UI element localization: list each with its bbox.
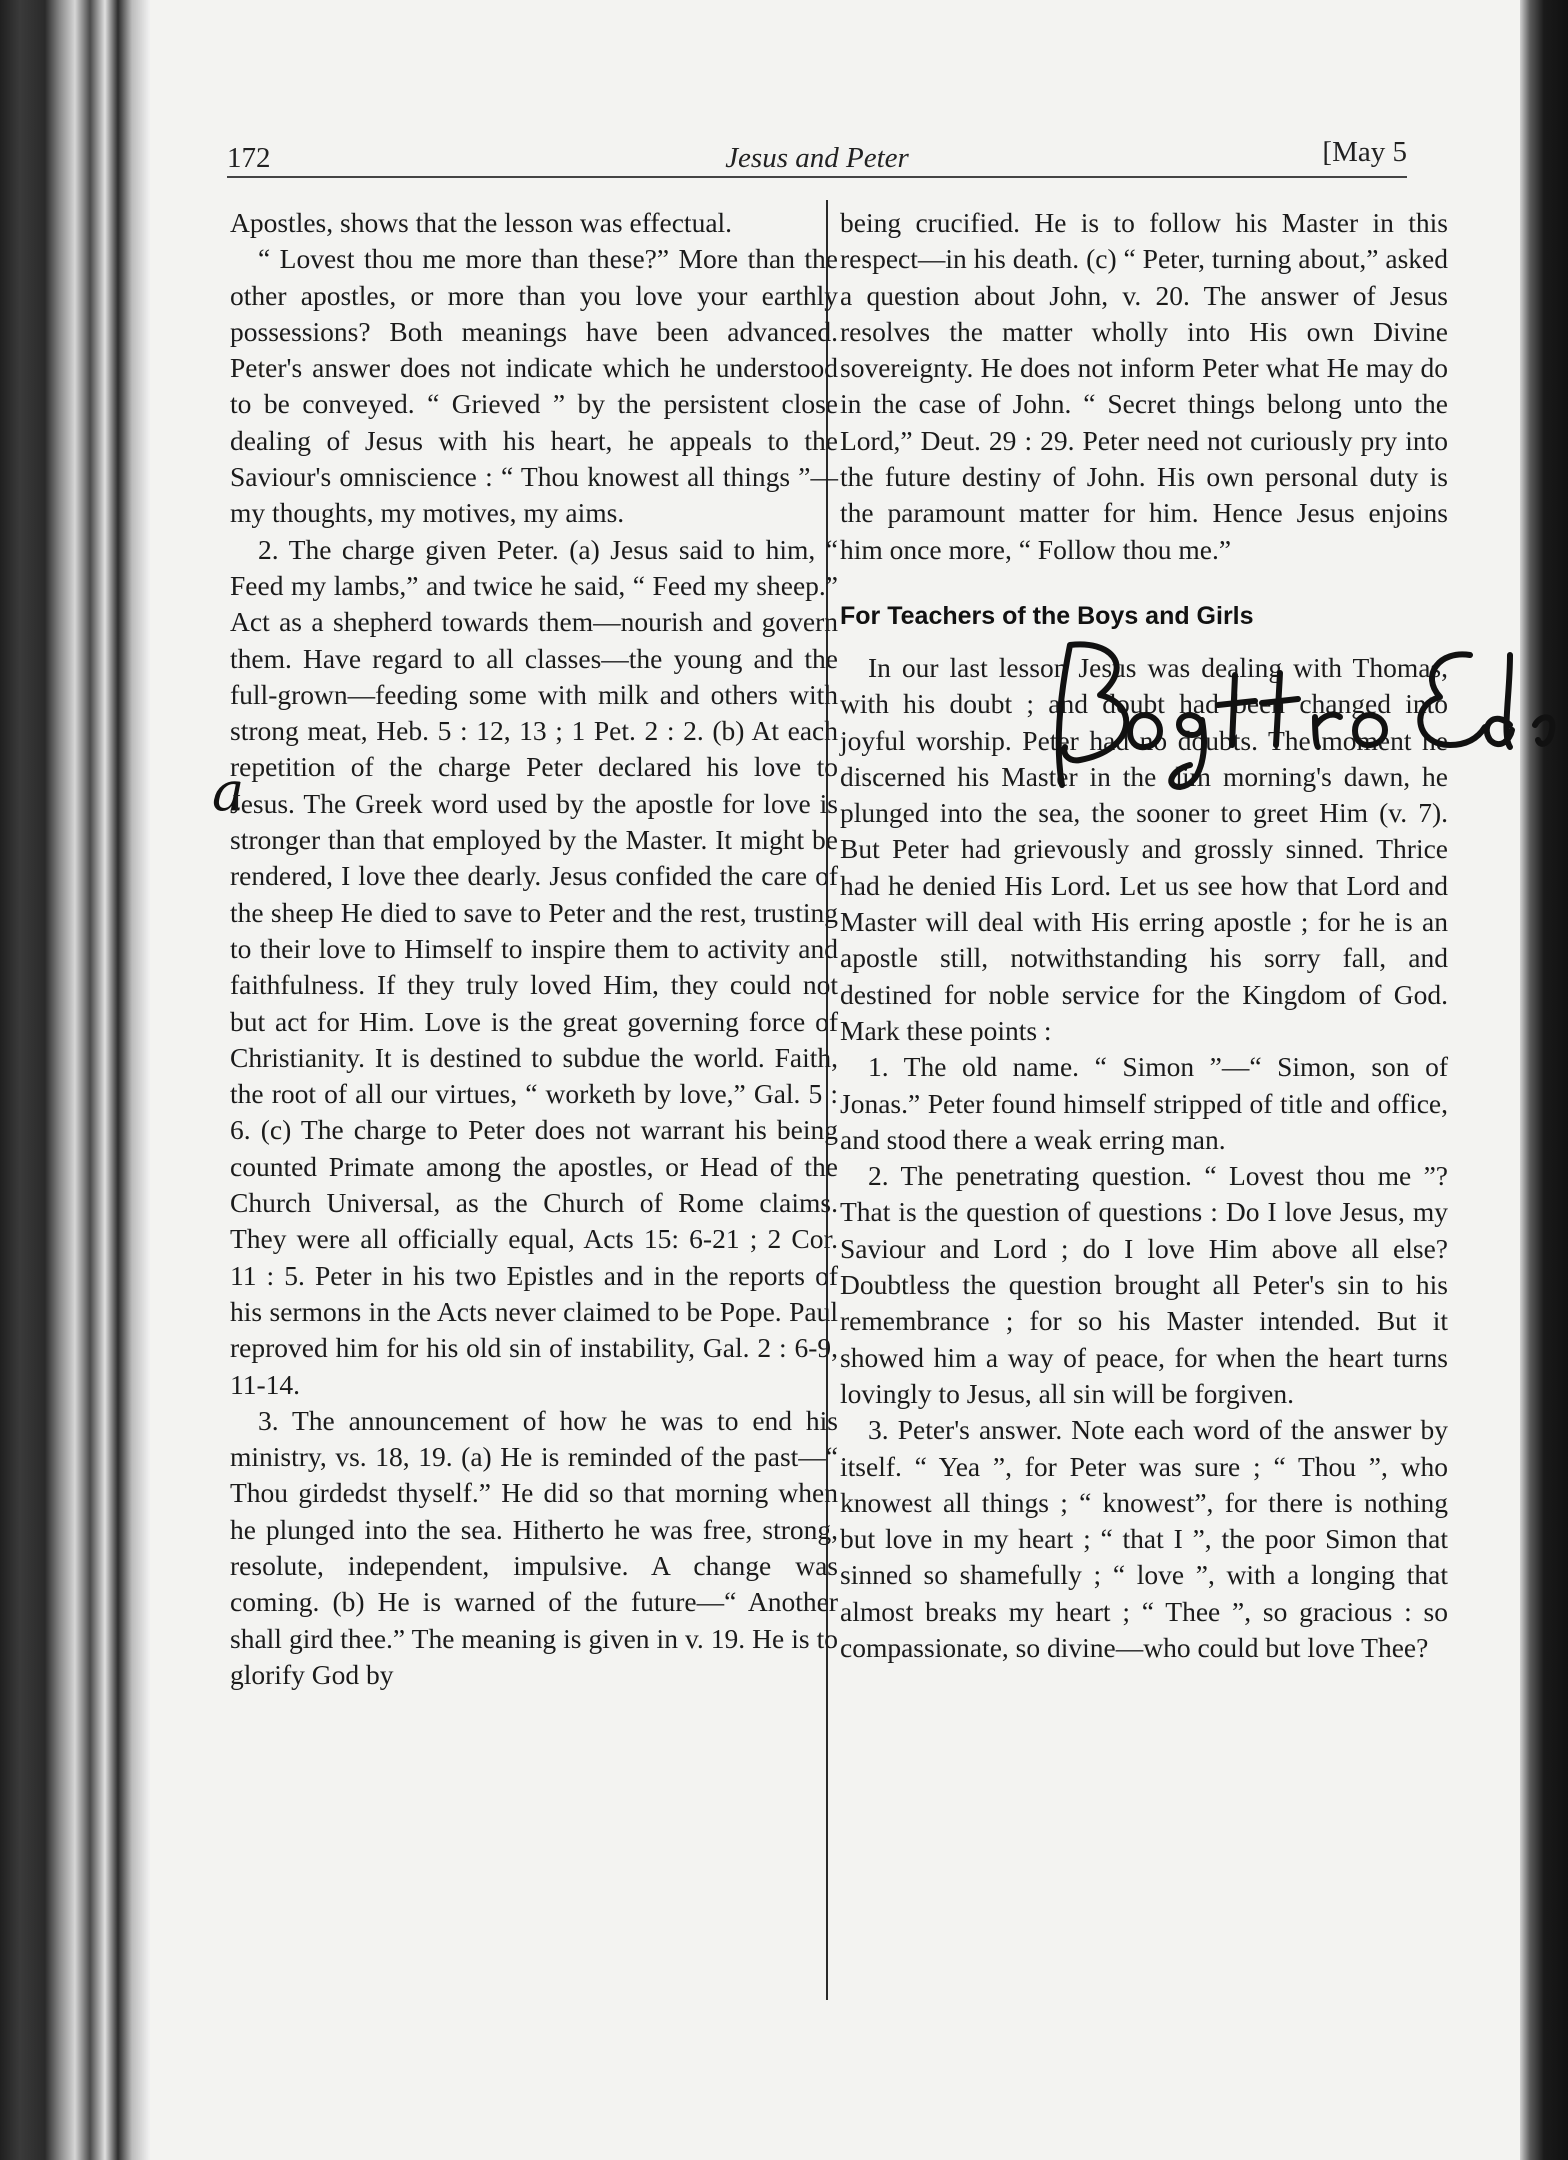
left-paragraph: Apostles, shows that the lesson was effectual. <box>230 207 733 238</box>
page-header <box>227 128 1407 188</box>
running-date: [May 5 <box>1322 136 1407 168</box>
book-binding-edge <box>0 0 150 2160</box>
margin-handwritten-mark: a <box>212 760 245 823</box>
right-paragraph: being crucified. He is to follow his Master in this respect—in his death. (c) “ Peter, turning about,” asked a question about John, v. 20. The answer of Jesus resolves the matter wholly into His own Divine sovereignty. He does not inform Peter what He may do in the case of John. “ Secret things belong unto the Lord,” Deut. 29 : 29. Peter need not curiously pry into the future destiny of John. His own personal duty is the paramount matter for him. Hence Jesus enjoins him once more, “ Follow thou me.” <box>840 207 1448 565</box>
right-paragraph: In our last lesson Jesus was dealing with Thomas, with his doubt ; and doubt had been changed into joyful worship. Peter had no doubts. The moment he discerned his Master in the dim morning's dawn, he plunged into the sea, the sooner to greet Him (v. 7). But Peter had grievously and grossly sinned. Thrice had he denied His Lord. Let us see how that Lord and Master will deal with His erring apostle ; for he is an apostle still, notwithstanding his sorry fall, and destined for noble service for the Kingdom of God. Mark these points : <box>840 651 1448 1046</box>
header-rule <box>227 176 1407 178</box>
page-number: 172 <box>227 142 271 174</box>
book-right-edge <box>1520 0 1568 2160</box>
section-heading: For Teachers of the Boys and Girls <box>840 601 1254 630</box>
left-paragraph: 2. The charge given Peter. (a) Jesus said to him, “ Feed my lambs,” and twice he said, “ Feed my sheep.” Act as a shepherd towards them—nourish and govern them. Have regard to all classes—the young and the full-grown—feeding some with milk and others with strong meat, Heb. 5 : 12, 13 ; 1 Pet. 2 : 2. (b) At each repetition of the charge Peter declared his love to Jesus. The Greek word used by the apostle for love is stronger than that employed by the Master. It might be rendered, I love thee dearly. Jesus confided the care of the sheep He died to save to Peter and the rest, trusting to their love to Himself to inspire them to activity and faithfulness. If they truly loved Him, they could not but act for Him. Love is the great governing force of Christianity. It is destined to subdue the world. Faith, the root of all our virtues, “ worketh by love,” Gal. 5 : 6. (c) The charge to Peter does not warrant his being counted Primate among the apostles, or Head of the Church Universal, as the Church of Rome claims. They were all officially equal, Acts 15: 6-21 ; 2 Cor. 11 : 5. Peter in his two Epistles and in the reports of his sermons in the Acts never claimed to be Pope. Paul reproved him for his old sin of instability, Gal. 2 : 6-9, 11-14. <box>230 533 838 1400</box>
left-paragraph: “ Lovest thou me more than these?” More than the other apostles, or more than you love your earthly possessions? Both meanings have been advanced. Peter's answer does not indicate which he understood to be conveyed. “ Grieved ” by the persistent close dealing of Jesus with his heart, he appeals to the Saviour's omniscience : “ Thou knowest all things ”—my thoughts, my motives, my aims. <box>230 243 838 529</box>
book-page <box>150 0 1520 2160</box>
handwritten-signature <box>1040 635 1568 790</box>
left-paragraph: 3. The announcement of how he was to end his ministry, vs. 18, 19. (a) He is reminded of the past—“ Thou girdedst thyself.” He did so that morning when he plunged into the sea. Hitherto he was free, strong, resolute, independent, impulsive. A change was coming. (b) He is warned of the future—“ Another shall gird thee.” The meaning is given in v. 19. He is to glorify God by <box>230 1404 838 1690</box>
left-column <box>230 205 838 1693</box>
right-paragraph: 1. The old name. “ Simon ”—“ Simon, son of Jonas.” Peter found himself stripped of title and office, and stood there a weak erring man. <box>840 1051 1448 1155</box>
right-paragraph: 2. The penetrating question. “ Lovest thou me ”? That is the question of questions : Do I love Jesus, my Saviour and Lord ; do I love Him above all else? Doubtless the question brought all Peter's sin to his remembrance ; for so his Master intended. But it showed him a way of peace, for when the heart turns lovingly to Jesus, all sin will be forgiven. <box>840 1160 1448 1409</box>
running-title: Jesus and Peter <box>725 142 909 174</box>
right-column <box>840 205 1448 1666</box>
right-paragraph: 3. Peter's answer. Note each word of the answer by itself. “ Yea ”, for Peter was sure ; “ Thou ”, who knowest all things ; “ knowest”, for there is nothing but love in my heart ; “ that I ”, the poor Simon that sinned so shamefully ; “ love ”, with a longing that almost breaks my heart ; “ Thee ”, so gracious : so compassionate, so divine—who could but love Thee? <box>840 1414 1448 1663</box>
